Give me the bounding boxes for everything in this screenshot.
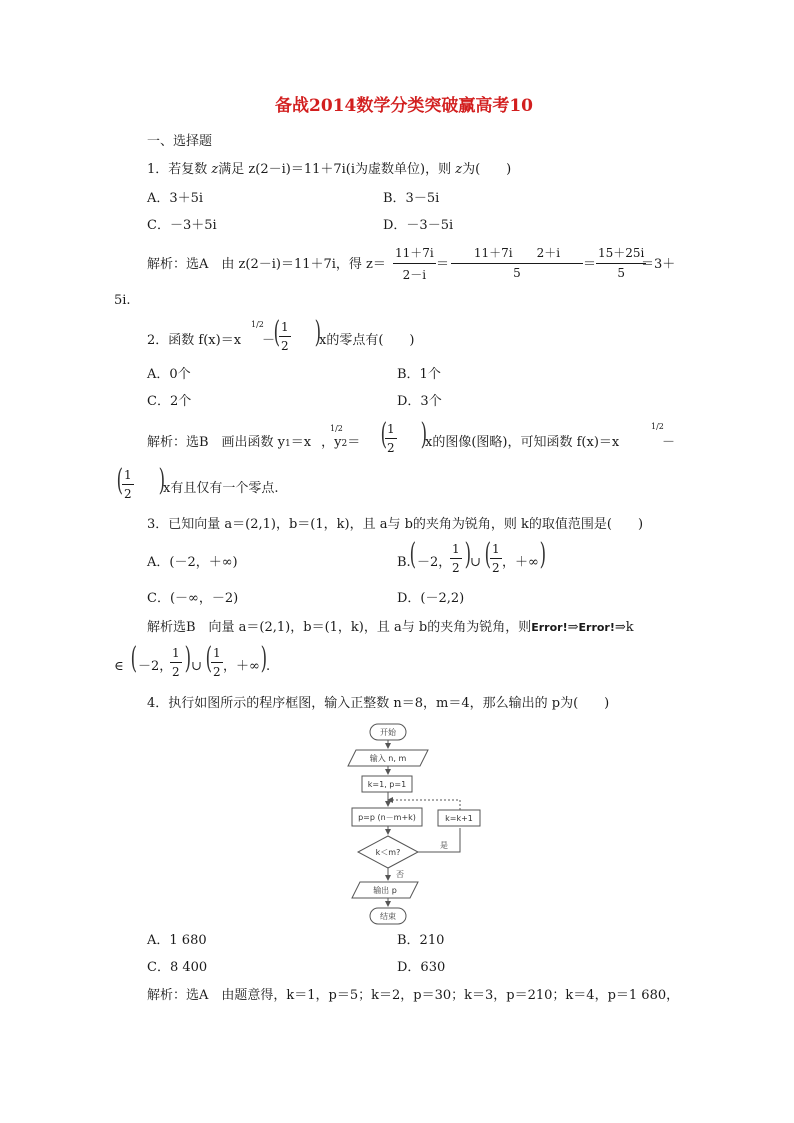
q3-sol-infinity: ，＋∞	[223, 659, 260, 674]
q2-solution-exponent: 1/2	[330, 424, 343, 433]
q1-fraction-2: 11＋7i 2＋i 5	[451, 244, 583, 280]
q2-half: 1 2	[281, 320, 289, 353]
q1-equals-2: ＝	[583, 257, 597, 272]
q3-option-c: C．(－∞，－2)	[147, 591, 239, 606]
flow-input-label: 输入 n, m	[369, 754, 407, 763]
q3-option-b: B.	[397, 555, 411, 570]
q3-sol-paren-3: (	[205, 641, 213, 676]
q2-option-d: D．3个	[397, 394, 442, 409]
q1-wrap: 5i.	[114, 293, 131, 308]
q1-option-b: B．3－5i	[383, 191, 440, 206]
flow-start-label: 开始	[380, 728, 396, 737]
q3-b-infinity: ，＋∞	[502, 555, 539, 570]
q2-option-c: C．2个	[147, 394, 192, 409]
q1-option-a: A．3＋5i	[147, 191, 204, 206]
q4-option-d: D．630	[397, 960, 446, 975]
section-heading: 一、选择题	[147, 134, 213, 149]
q2-solution-half: 1 2	[387, 422, 395, 455]
q3-sol-paren-1: (	[130, 641, 138, 676]
q3-b-paren-1: (	[409, 537, 417, 572]
q1-option-c: C．－3＋5i	[147, 218, 217, 233]
flow-increment-label: k=k+1	[445, 814, 473, 823]
q3-solution: 解析选B 向量 a＝(2,1)，b＝(1，k)，且 a与 b的夹角为锐角，则Error!⇒Error!⇒k	[147, 620, 634, 635]
q3-element-of: ∈	[114, 659, 124, 674]
q2-left-paren: (	[273, 315, 281, 350]
q2-solution-exponent-2: 1/2	[651, 422, 664, 431]
q3-sol-half-1: 1 2	[172, 646, 180, 679]
flow-no-label: 否	[396, 870, 404, 879]
q4-option-a: A．1 680	[147, 933, 207, 948]
q4-option-c: C．8 400	[147, 960, 208, 975]
q1-equals-1: ＝	[436, 257, 450, 272]
q2-solution-right-paren: )	[420, 417, 428, 452]
q2-minus: －	[262, 333, 276, 348]
q2-option-a: A．0个	[147, 367, 191, 382]
q3-option-a: A．(－2，＋∞)	[147, 555, 238, 570]
q2-wrap-right-paren: )	[158, 463, 166, 498]
q1-tail: ＝3＋	[641, 257, 676, 272]
flow-calc-label: p=p (n－m+k)	[358, 813, 416, 822]
q2-solution-tail: x有且仅有一个零点.	[163, 481, 279, 496]
q3-sol-paren-4: )	[260, 641, 268, 676]
q2-solution-minus: －	[662, 435, 676, 450]
q2-stem-tail: x的零点有( )	[319, 333, 415, 348]
q3-b-paren-2: )	[464, 537, 472, 572]
q3-b-half-1: 1 2	[452, 542, 460, 575]
q3-sol-half-2: 1 2	[213, 646, 221, 679]
flow-end-label: 结束	[380, 912, 396, 921]
q4-solution: 解析：选A 由题意得，k＝1，p＝5；k＝2，p＝30；k＝3，p＝210；k＝4，p＝1 680，	[147, 988, 680, 1003]
q2-solution-left-paren: (	[380, 417, 388, 452]
flow-yes-label: 是	[440, 841, 448, 850]
q4-option-b: B．210	[397, 933, 445, 948]
q3-b-half-2: 1 2	[492, 542, 500, 575]
flow-decision-label: k＜m?	[375, 848, 401, 857]
q3-sol-neg2: －2，	[138, 659, 173, 674]
flow-init-label: k=1, p=1	[367, 780, 407, 789]
q2-wrap-left-paren: (	[116, 463, 124, 498]
q3-sol-union: ∪	[191, 659, 202, 674]
q3-b-paren-4: )	[539, 537, 547, 572]
question-4-stem: 4．执行如图所示的程序框图，输入正整数 n＝8，m＝4，那么输出的 p为( )	[147, 696, 610, 711]
flow-output-label: 输出 p	[373, 886, 397, 895]
q1-solution: 解析：选A 由 z(2－i)＝11＋7i，得 z＝	[147, 257, 386, 272]
page-title: 备战2014数学分类突破赢高考10	[275, 96, 533, 116]
q1-fraction-1: 11＋7i 2－i	[395, 246, 434, 282]
q2-exponent: 1/2	[251, 320, 264, 329]
q3-b-neg2: －2，	[417, 555, 452, 570]
q2-option-b: B．1个	[397, 367, 441, 382]
q1-option-d: D．－3－5i	[383, 218, 454, 233]
question-2-stem: 2．函数 f(x)＝x	[147, 333, 242, 348]
q1-fraction-3: 15＋25i 5	[598, 246, 645, 280]
q2-wrap-half: 1 2	[124, 468, 132, 501]
q3-option-d: D．(－2,2)	[397, 591, 465, 606]
question-3-stem: 3．已知向量 a＝(2,1)，b＝(1，k)，且 a与 b的夹角为锐角，则 k的取值范围是( )	[147, 517, 644, 532]
question-1-stem: 1．若复数 z满足 z(2－i)＝11＋7i(i为虚数单位)，则 z为( )	[147, 162, 512, 177]
q3-b-paren-3: (	[484, 537, 492, 572]
q3-sol-period: .	[266, 659, 271, 674]
program-flowchart	[340, 720, 500, 926]
q2-solution-mid: x的图像(图略)，可知函数 f(x)＝x	[425, 435, 620, 450]
q3-b-union: ∪	[470, 555, 481, 570]
q2-right-paren: )	[314, 315, 322, 350]
q3-sol-paren-2: )	[184, 641, 192, 676]
q2-solution: 解析：选B 画出函数 y1＝x ，y2＝	[147, 435, 361, 450]
